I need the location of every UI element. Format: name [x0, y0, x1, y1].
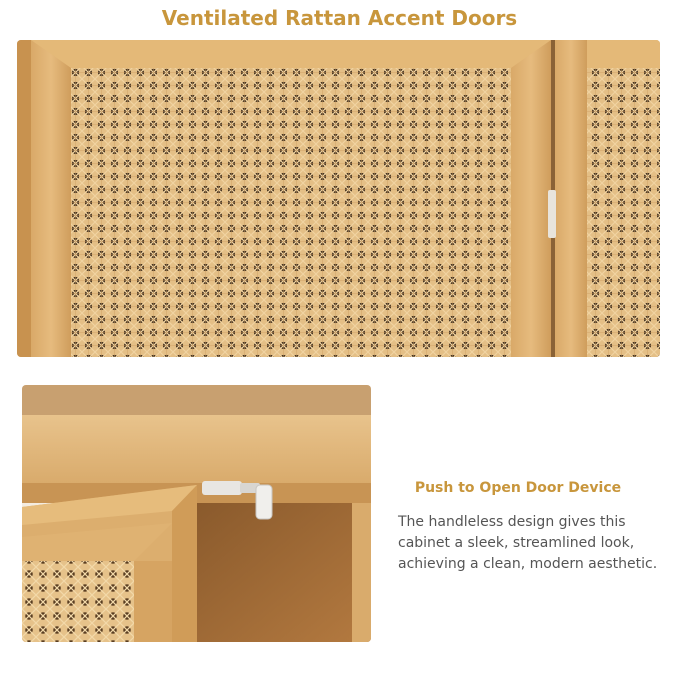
rattan-door-photo [17, 40, 660, 357]
push-to-open-photo [22, 385, 371, 642]
push-to-open-illustration [22, 385, 371, 642]
feature-description: The handleless design gives this cabinet a sleek, streamlined look, achieving a clean, modern aesthetic. [398, 514, 658, 572]
rattan-door-illustration [17, 40, 660, 357]
feature-title: Push to Open Door Device [414, 480, 622, 496]
page-title: Ventilated Rattan Accent Doors [161, 6, 518, 30]
